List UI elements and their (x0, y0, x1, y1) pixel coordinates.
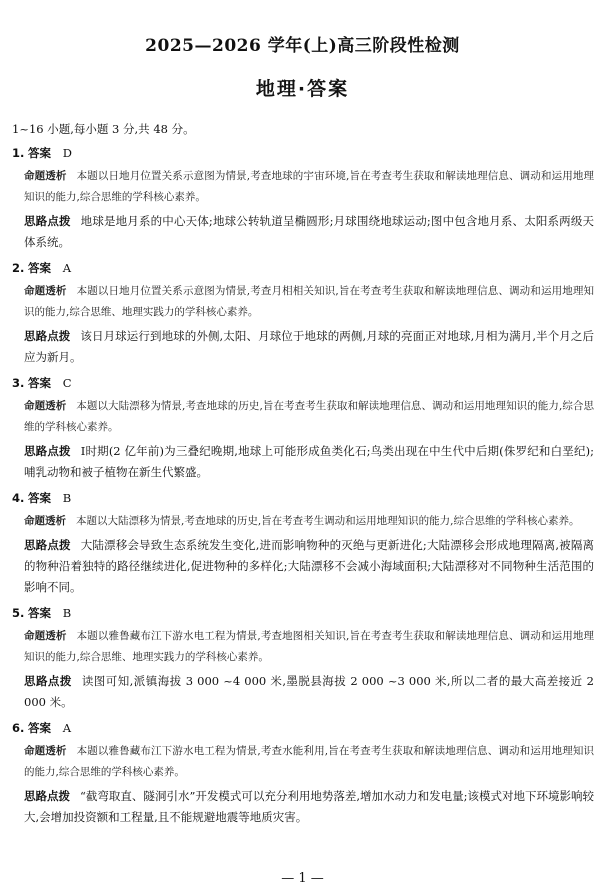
question-number: 3. (12, 376, 25, 390)
answer-label: 答案 (28, 146, 52, 160)
analysis-paragraph (24, 166, 594, 208)
question-item (12, 489, 594, 598)
hint-label: 思路点拨 (24, 538, 71, 552)
answer-label: 答案 (28, 721, 52, 735)
analysis-label: 命题透析 (24, 170, 67, 182)
hint-label: 思路点拨 (24, 444, 71, 458)
answer-content (12, 120, 594, 834)
question-header (12, 604, 594, 622)
answer-choice: B (62, 491, 72, 505)
hint-text: Ⅰ时期(2 亿年前)为三叠纪晚期,地球上可能形成鱼类化石;鸟类出现在中生代中后期(侏罗纪和白垩纪);哺乳动物和被子植物在新生代繁盛。 (24, 444, 594, 479)
question-header (12, 719, 594, 737)
answer-choice: D (62, 146, 72, 160)
hint-text: 读图可知,派镇海拔 3 000 ~4 000 米,墨脱县海拔 2 000 ~3 000 米,所以二者的最大高差接近 2 000 米。 (24, 674, 594, 709)
analysis-label: 命题透析 (24, 745, 67, 757)
analysis-text: 本题以日地月位置关系示意图为情景,考查地球的宇宙环境,旨在考查考生获取和解读地理信息、调动和运用地理知识的能力,综合思维的学科核心素养。 (24, 170, 594, 203)
hint-label: 思路点拨 (24, 674, 72, 688)
question-header (12, 259, 594, 277)
analysis-paragraph (24, 511, 594, 532)
analysis-text: 本题以大陆漂移为情景,考查地球的历史,旨在考查考生获取和解读地理信息、调动和运用地理知识的能力,综合思维的学科核心素养。 (24, 400, 594, 433)
question-header (12, 489, 594, 507)
analysis-paragraph (24, 396, 594, 438)
analysis-text: 本题以雅鲁藏布江下游水电工程为情景,考查水能利用,旨在考查考生获取和解读地理信息、调动和运用地理知识的能力,综合思维的学科核心素养。 (24, 745, 594, 778)
hint-paragraph (24, 535, 594, 598)
analysis-paragraph (24, 281, 594, 323)
answer-label: 答案 (28, 376, 52, 390)
question-item (12, 144, 594, 253)
analysis-label: 命题透析 (24, 630, 67, 642)
hint-text: “截弯取直、隧洞引水”开发模式可以充分利用地势落差,增加水动力和发电量;该模式对地下环境影响较大,会增加投资额和工程量,且不能规避地震等地质灾害。 (24, 789, 595, 824)
section-intro: 1~16 小题,每小题 3 分,共 48 分。 (12, 122, 195, 136)
question-item (12, 604, 594, 713)
hint-label: 思路点拨 (24, 329, 71, 343)
question-header (12, 144, 594, 162)
hint-text: 该日月球运行到地球的外侧,太阳、月球位于地球的两侧,月球的亮面正对地球,月相为满月,半个月之后应为新月。 (24, 329, 594, 364)
answer-choice: A (62, 261, 71, 275)
analysis-label: 命题透析 (24, 400, 67, 412)
hint-text: 地球是地月系的中心天体;地球公转轨道呈椭圆形;月球围绕地球运动;图中包含地月系、太阳系两级天体系统。 (24, 214, 595, 249)
analysis-paragraph (24, 741, 594, 783)
hint-label: 思路点拨 (24, 214, 71, 228)
hint-paragraph (24, 326, 594, 368)
answer-label: 答案 (28, 491, 52, 505)
answer-label: 答案 (28, 606, 52, 620)
analysis-label: 命题透析 (24, 285, 67, 297)
question-number: 1. (12, 146, 25, 160)
hint-paragraph (24, 786, 594, 828)
page-number: — 1 — (281, 871, 324, 886)
hint-paragraph (24, 441, 594, 483)
question-list (12, 144, 594, 828)
question-item (12, 719, 594, 828)
exam-title: 2025—2026 学年(上)高三阶段性检测 (145, 36, 460, 56)
subject-title: 地理·答案 (255, 78, 350, 100)
analysis-text: 本题以大陆漂移为情景,考查地球的历史,旨在考查考生调动和运用地理知识的能力,综合思维的学科核心素养。 (76, 515, 580, 527)
analysis-text: 本题以日地月位置关系示意图为情景,考查月相相关知识,旨在考查考生获取和解读地理信息、调动和运用地理知识的能力,综合思维、地理实践力的学科核心素养。 (24, 285, 594, 318)
question-number: 4. (12, 491, 25, 505)
hint-text: 大陆漂移会导致生态系统发生变化,进而影响物种的灭绝与更新进化;大陆漂移会形成地理隔离,被隔离的物种沿着独特的路径继续进化,促进物种的多样化;大陆漂移不会减小海域面积;大陆漂移对不同物种生活范围的影响不同。 (24, 538, 595, 594)
hint-paragraph (24, 211, 594, 253)
hint-label: 思路点拨 (24, 789, 71, 803)
answer-choice: C (62, 376, 72, 390)
answer-label: 答案 (28, 261, 52, 275)
answer-choice: A (62, 721, 71, 735)
question-number: 6. (12, 721, 25, 735)
analysis-text: 本题以雅鲁藏布江下游水电工程为情景,考查地图相关知识,旨在考查考生获取和解读地理信息、调动和运用地理知识的能力,综合思维、地理实践力的学科核心素养。 (24, 630, 594, 663)
answer-choice: B (62, 606, 72, 620)
question-item (12, 374, 594, 483)
question-item (12, 259, 594, 368)
hint-paragraph (24, 671, 594, 713)
question-number: 2. (12, 261, 25, 275)
question-number: 5. (12, 606, 25, 620)
question-header (12, 374, 594, 392)
analysis-paragraph (24, 626, 594, 668)
analysis-label: 命题透析 (24, 515, 66, 527)
